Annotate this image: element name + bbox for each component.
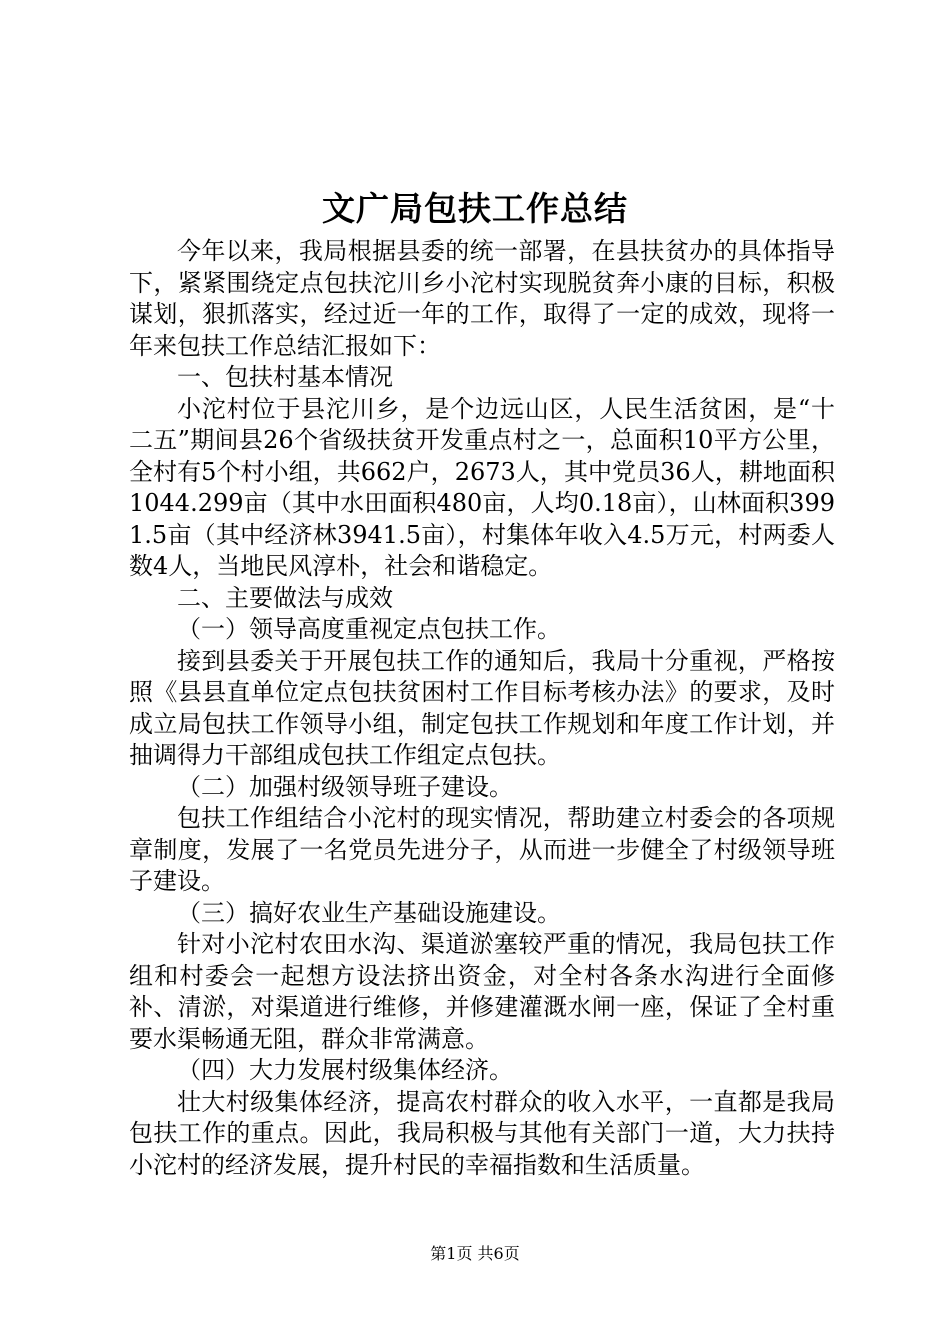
leadership-paragraph: 接到县委关于开展包扶工作的通知后，我局十分重视，严格按照《县县直单位定点包扶贫困村工作目标考核办法》的要求，及时成立局包扶工作领导小组，制定包扶工作规划和年度工作计划，并抽调得力干部组成包扶工作组定点包扶。 — [129, 646, 835, 769]
infrastructure-paragraph: 针对小沱村农田水沟、渠道淤塞较严重的情况，我局包扶工作组和村委会一起想方设法挤出资金，对全村各条水沟进行全面修补、清淤，对渠道进行维修，并修建灌溉水闸一座，保证了全村重要水渠畅通无阻，群众非常满意。 — [129, 930, 835, 1053]
subheading-1: （一）领导高度重视定点包扶工作。 — [177, 615, 561, 643]
subheading-2: （二）加强村级领导班子建设。 — [177, 772, 513, 801]
subheading-3: （三）搞好农业生产基础设施建设。 — [177, 898, 561, 927]
village-info-paragraph: 小沱村位于县沱川乡，是个边远山区，人民生活贫困，是“十二五”期间县26个省级扶贫开发重点村之一，总面积10平方公里，全村有5个村小组，共662户，2673人，其中党员36人，耕地面积1044.299亩（其中水田面积480亩，人均0.18亩），山林面积3991.5亩（其中经济林3941.5亩），村集体年收入4.5万元，村两委人数4人，当地民风淳朴，社会和谐稳定。 — [129, 394, 835, 580]
team-building-paragraph: 包扶工作组结合小沱村的现实情况，帮助建立村委会的各项规章制度，发展了一名党员先进分子，从而进一步健全了村级领导班子建设。 — [129, 804, 835, 895]
document-title: 文广局包扶工作总结 — [322, 189, 628, 228]
subheading-4: （四）大力发展村级集体经济。 — [177, 1056, 513, 1084]
intro-paragraph: 今年以来，我局根据县委的统一部署，在县扶贫办的具体指导下，紧紧围绕定点包扶沱川乡小沱村实现脱贫奔小康的目标，积极谋划，狠抓落实，经过近一年的工作，取得了一定的成效，现将一年来包扶工作总结汇报如下： — [129, 237, 835, 360]
economy-paragraph: 壮大村级集体经济，提高农村群众的收入水平，一直都是我局包扶工作的重点。因此，我局积极与其他有关部门一道，大力扶持小沱村的经济发展，提升村民的幸福指数和生活质量。 — [129, 1087, 835, 1179]
section-heading-2: 二、主要做法与成效 — [177, 583, 393, 612]
document-body — [129, 236, 835, 1181]
page-footer: 第1页 共6页 — [430, 1244, 520, 1263]
section-heading-1: 一、包扶村基本情况 — [177, 363, 393, 391]
